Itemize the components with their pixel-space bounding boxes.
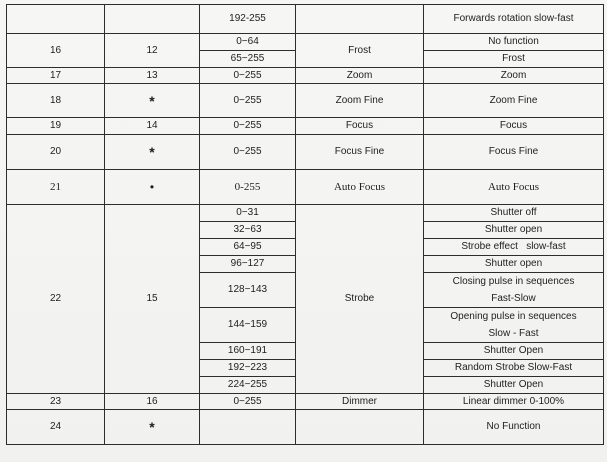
fine-channel-cell: 13 (105, 68, 200, 84)
table-row (7, 34, 604, 51)
channel-cell: 19 (7, 118, 105, 135)
description-cell (424, 308, 604, 343)
channel-cell: 23 (7, 394, 105, 410)
dmx-range-cell: 0-255 (200, 170, 296, 205)
description-cell: Zoom (424, 68, 604, 84)
channel-cell: 21 (7, 170, 105, 205)
channel-cell: 24 (7, 410, 105, 445)
dmx-range-cell: 64−95 (200, 239, 296, 256)
table-row (7, 394, 604, 410)
dmx-range-cell: 128−143 (200, 273, 296, 308)
description-cell: Shutter off (424, 205, 604, 222)
description-cell: Focus Fine (424, 135, 604, 170)
table-row (7, 170, 604, 205)
dmx-range-cell: 192-255 (200, 5, 296, 34)
table-row (7, 118, 604, 135)
description-line: Opening pulse in sequences (450, 311, 577, 322)
dmx-range-cell: 32−63 (200, 222, 296, 239)
dmx-range-cell: 192−223 (200, 360, 296, 377)
table-row (7, 84, 604, 118)
table-row (7, 205, 604, 222)
description-cell: Shutter open (424, 222, 604, 239)
fine-channel-cell (105, 5, 200, 34)
channel-cell: 16 (7, 34, 105, 68)
dmx-range-cell: 0−31 (200, 205, 296, 222)
channel-cell: 17 (7, 68, 105, 84)
channel-cell: 18 (7, 84, 105, 118)
description-cell: Random Strobe Slow-Fast (424, 360, 604, 377)
dmx-channel-table (6, 4, 604, 445)
function-cell: Frost (296, 34, 424, 68)
description-cell: Shutter open (424, 256, 604, 273)
function-cell (296, 5, 424, 34)
dmx-range-cell: 0−255 (200, 394, 296, 410)
fine-channel-cell: • (105, 170, 200, 205)
description-cell: Shutter Open (424, 343, 604, 360)
dmx-range-cell: 0−255 (200, 118, 296, 135)
description-cell: Forwards rotation slow-fast (424, 5, 604, 34)
description-cell: Focus (424, 118, 604, 135)
function-cell: Dimmer (296, 394, 424, 410)
description-cell: No Function (424, 410, 604, 445)
description-cell: Zoom Fine (424, 84, 604, 118)
fine-channel-cell: 14 (105, 118, 200, 135)
dmx-range-cell (200, 410, 296, 445)
function-cell: Zoom Fine (296, 84, 424, 118)
table-row (7, 68, 604, 84)
function-cell: Focus Fine (296, 135, 424, 170)
fine-channel-cell: * (105, 410, 200, 445)
dmx-range-cell: 144−159 (200, 308, 296, 343)
dmx-range-cell: 224−255 (200, 377, 296, 394)
channel-cell: 20 (7, 135, 105, 170)
dmx-range-cell: 65−255 (200, 51, 296, 68)
fine-channel-cell: * (105, 135, 200, 170)
fine-channel-cell: * (105, 84, 200, 118)
function-cell (296, 410, 424, 445)
channel-cell (7, 5, 105, 34)
channel-cell: 22 (7, 205, 105, 394)
dmx-range-cell: 0−255 (200, 68, 296, 84)
fine-channel-cell: 15 (105, 205, 200, 394)
function-cell: Strobe (296, 205, 424, 394)
dmx-range-cell: 0−255 (200, 84, 296, 118)
dmx-range-cell: 160−191 (200, 343, 296, 360)
description-cell (424, 273, 604, 308)
fine-channel-cell: 12 (105, 34, 200, 68)
table-row (7, 5, 604, 34)
fine-channel-cell: 16 (105, 394, 200, 410)
dmx-range-cell: 96−127 (200, 256, 296, 273)
description-cell: Auto Focus (424, 170, 604, 205)
description-line: Slow - Fast (488, 328, 539, 339)
function-cell: Zoom (296, 68, 424, 84)
description-cell: Shutter Open (424, 377, 604, 394)
description-cell: Frost (424, 51, 604, 68)
function-cell: Auto Focus (296, 170, 424, 205)
dmx-range-cell: 0−64 (200, 34, 296, 51)
function-cell: Focus (296, 118, 424, 135)
dmx-range-cell: 0−255 (200, 135, 296, 170)
table-row (7, 135, 604, 170)
description-line: Closing pulse in sequences (452, 276, 575, 287)
description-cell: No function (424, 34, 604, 51)
description-cell: Linear dimmer 0-100% (424, 394, 604, 410)
table-row (7, 410, 604, 445)
description-line: Fast-Slow (491, 293, 536, 304)
description-cell: Strobe effect slow-fast (424, 239, 604, 256)
